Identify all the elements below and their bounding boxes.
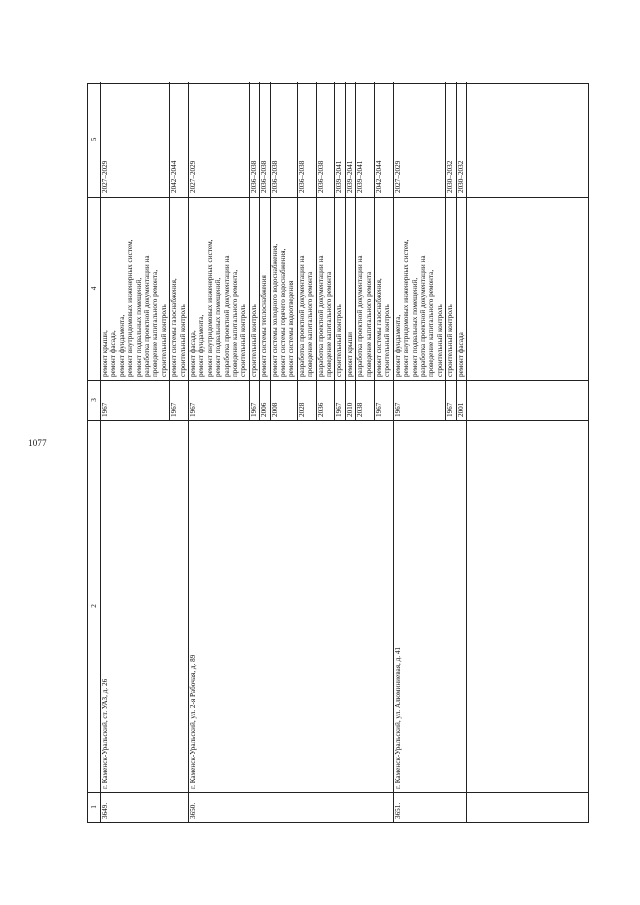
year-cell: 2001 bbox=[456, 402, 465, 417]
header-cell-2: 2 bbox=[90, 604, 98, 608]
work-line: ремонт фасада, bbox=[189, 330, 197, 377]
house-number-cell: 3651. bbox=[393, 802, 402, 819]
period-cell: 2042–2044 bbox=[375, 160, 383, 193]
work-line: ремонт фундамента, bbox=[197, 314, 206, 377]
work-line: разработка проектной документации на bbox=[222, 255, 231, 377]
header-cell-5: 5 bbox=[90, 137, 98, 142]
column-divider bbox=[88, 380, 588, 381]
year-cell: 1967 bbox=[189, 402, 197, 417]
work-line: ремонт системы холодного водоснабжения, bbox=[270, 243, 279, 377]
period-cell: 2030–2032 bbox=[446, 160, 455, 193]
period-cell: 2027–2029 bbox=[189, 160, 197, 193]
year-cell: 2006 bbox=[260, 402, 269, 417]
header-cell-1: 1 bbox=[90, 805, 98, 809]
period-cell: 2036–2038 bbox=[270, 160, 279, 193]
work-line: разработка проектной документации на bbox=[419, 255, 427, 377]
year-cell: 1967 bbox=[393, 402, 402, 417]
period-cell: 2042–2044 bbox=[170, 160, 179, 193]
year-cell: 1967 bbox=[101, 402, 109, 417]
work-line: проведение капитального ремонта, bbox=[231, 269, 239, 377]
work-line: разработка проектной документации на bbox=[316, 255, 325, 377]
address-cell: г. Каменск-Уральский, ул. 2-я Рабочая, д. 89 bbox=[189, 654, 197, 789]
period-cell: 2036–2038 bbox=[297, 160, 306, 193]
year-cell: 2008 bbox=[270, 402, 279, 417]
page-number: 1077 bbox=[28, 438, 47, 448]
address-cell: г. Каменск-Уральский, ул. Алюминиевая, д. 41 bbox=[393, 646, 402, 789]
period-cell: 2027–2029 bbox=[393, 160, 402, 193]
work-line: ремонт системы водоотведения bbox=[287, 280, 296, 377]
work-line: ремонт внутридомовых инженерных систем, bbox=[205, 239, 214, 377]
period-cell: 2036–2038 bbox=[316, 160, 325, 193]
group-divider bbox=[466, 82, 467, 822]
column-divider bbox=[88, 792, 588, 793]
period-cell: 2030–2032 bbox=[456, 160, 465, 193]
work-line: ремонт подвальных помещений, bbox=[214, 277, 223, 377]
work-line: ремонт фасада bbox=[456, 332, 465, 377]
address-cell: г. Каменск-Уральский, ст. УАЗ, д. 26 bbox=[101, 678, 109, 789]
work-line: строительный контроль bbox=[178, 304, 187, 377]
work-line: ремонт фундамента, bbox=[393, 314, 402, 377]
work-line: строительный контроль bbox=[446, 304, 455, 377]
period-cell: 2039–2041 bbox=[345, 160, 354, 193]
work-line: строительный контроль bbox=[435, 304, 444, 377]
header-cell-3: 3 bbox=[90, 398, 98, 402]
work-line: строительный контроль bbox=[239, 304, 248, 377]
work-line: проведение капитального ремонта bbox=[306, 271, 315, 377]
work-line: разработка проектной документации на bbox=[356, 255, 365, 377]
year-cell: 1967 bbox=[446, 402, 455, 417]
work-line: ремонт системы теплоснабжения bbox=[260, 275, 269, 377]
work-line: строительный контроль bbox=[335, 304, 344, 377]
year-cell: 1967 bbox=[249, 402, 258, 417]
work-line: ремонт системы газоснабжения, bbox=[170, 278, 179, 377]
work-line: ремонт системы горячего водоснабжения, bbox=[279, 248, 287, 377]
work-line: проведение капитального ремонта bbox=[364, 271, 373, 377]
work-line: ремонт подвальных помещений, bbox=[134, 277, 143, 377]
period-cell: 2027–2029 bbox=[101, 160, 109, 193]
year-cell: 2036 bbox=[316, 402, 325, 417]
work-line: ремонт фундамента, bbox=[117, 314, 126, 377]
work-line: разработка проектной документации на bbox=[297, 255, 306, 377]
work-line: проведение капитального ремонта, bbox=[151, 269, 160, 377]
house-number-cell: 3649. bbox=[101, 802, 109, 819]
work-line: проведение капитального ремонта bbox=[325, 271, 333, 377]
rotated-table-area bbox=[87, 83, 589, 823]
column-divider bbox=[88, 197, 588, 198]
work-line: проведение капитального ремонта, bbox=[427, 269, 436, 377]
work-line: ремонт подвальных помещений, bbox=[410, 277, 419, 377]
year-cell: 2038 bbox=[356, 402, 365, 417]
work-line: ремонт крыши bbox=[345, 331, 354, 377]
year-cell: 2028 bbox=[297, 402, 306, 417]
work-line: строительный контроль bbox=[383, 304, 392, 377]
period-cell: 2036–2038 bbox=[260, 160, 269, 193]
year-cell: 2010 bbox=[345, 402, 354, 417]
period-cell: 2036–2038 bbox=[249, 160, 258, 193]
work-line: ремонт внутридомовых инженерных систем, bbox=[402, 239, 411, 377]
column-divider bbox=[88, 420, 588, 421]
period-cell: 2039–2041 bbox=[335, 160, 344, 193]
house-number-cell: 3650. bbox=[189, 802, 197, 819]
year-cell: 1967 bbox=[170, 402, 179, 417]
work-line: ремонт внутридомовых инженерных систем, bbox=[126, 239, 135, 377]
year-cell: 1967 bbox=[335, 402, 344, 417]
year-cell: 1967 bbox=[375, 402, 383, 417]
works-table bbox=[87, 83, 589, 823]
work-line: строительный контроль bbox=[249, 304, 258, 377]
header-cell-4: 4 bbox=[90, 286, 98, 291]
work-line: ремонт фасада, bbox=[109, 330, 118, 377]
period-cell: 2039–2041 bbox=[356, 160, 365, 193]
work-line: ремонт системы газоснабжения, bbox=[375, 278, 383, 377]
work-line: строительный контроль bbox=[159, 304, 168, 377]
work-line: разработка проектной документации на bbox=[143, 255, 151, 377]
work-line: ремонт крыши, bbox=[101, 330, 109, 377]
